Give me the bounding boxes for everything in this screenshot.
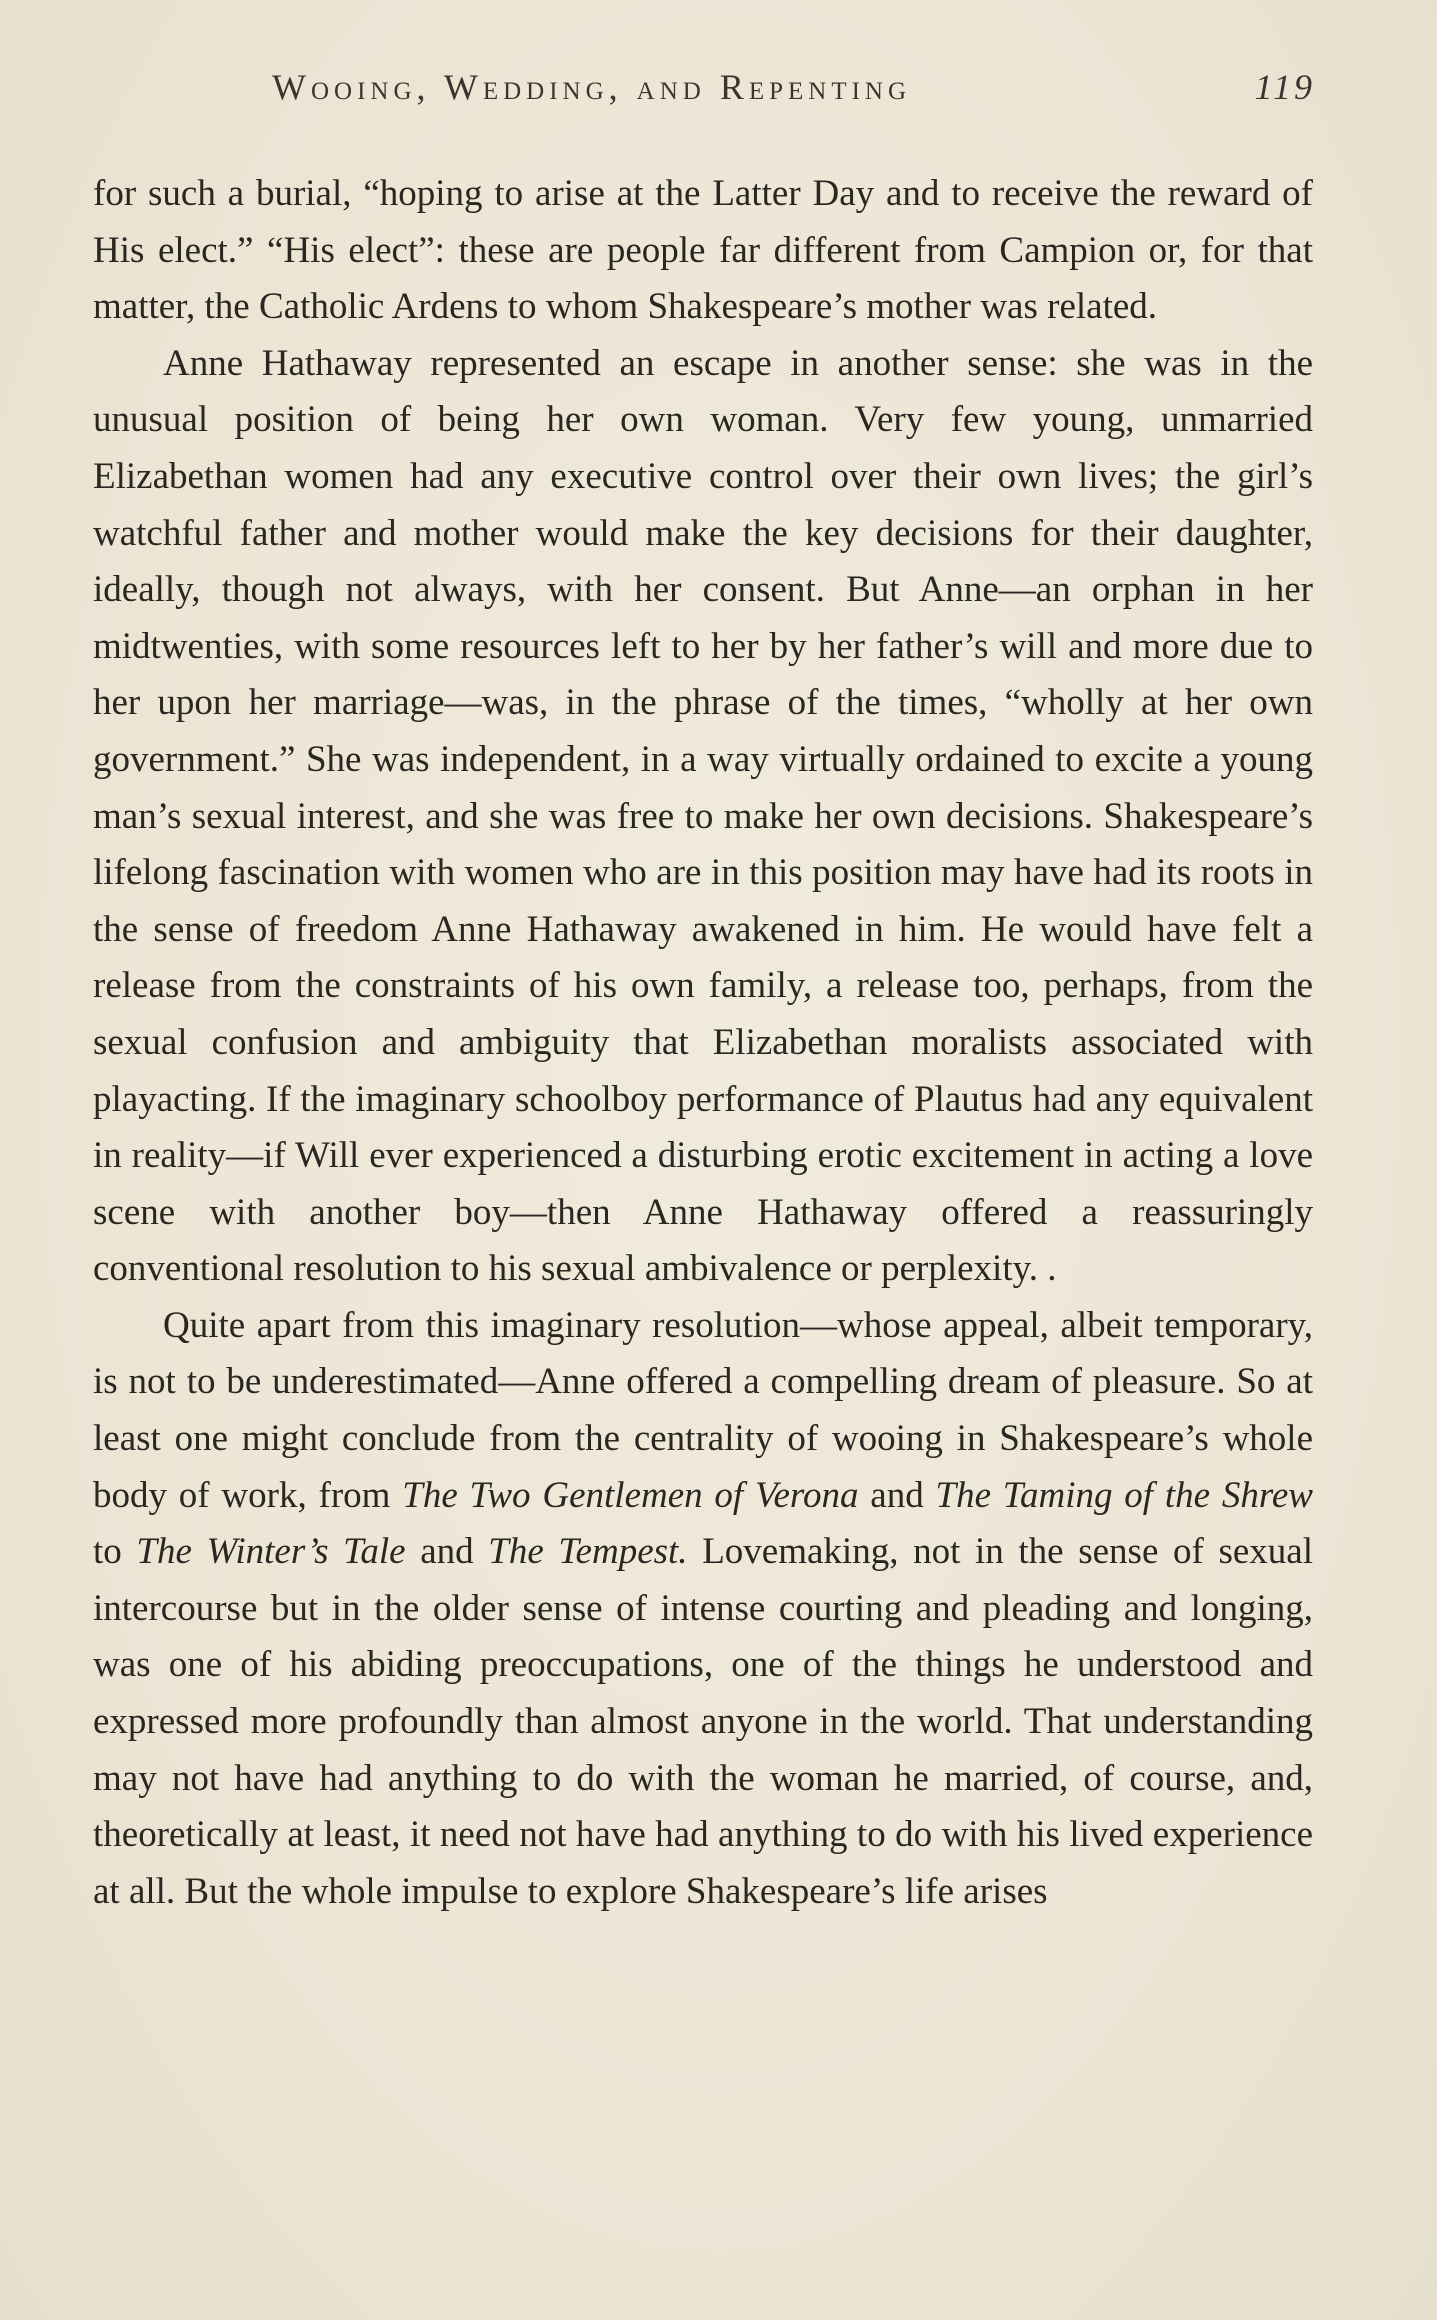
- paragraph-3: [93, 1298, 1313, 1921]
- title-two-gentlemen-of-verona: The Two Gentlemen of Verona: [402, 1474, 859, 1516]
- paragraph-segment: to: [93, 1531, 137, 1573]
- paragraph-segment: and: [858, 1474, 936, 1516]
- page-number: 119: [1254, 67, 1315, 107]
- paragraph-segment: and: [405, 1531, 489, 1573]
- title-the-tempest: The Tempest.: [488, 1531, 688, 1573]
- title-taming-of-the-shrew: The Taming of the Shrew: [935, 1474, 1313, 1516]
- paragraph-segment: Lovemaking, not in the sense of sexual intercourse but in the older sense of intense courting and pleading and longing, was one of his abiding preoccupations, one of the things he understood and expressed more profoundly than almost anyone in the world. That understanding may not have had anything to do with the woman he married, of course, and, theoretically at least, it need not have had anything to do with his lived experience at all. But the whole impulse to explore Shakespeare’s life arises: [93, 1531, 1313, 1912]
- running-head: [272, 62, 1315, 112]
- body-text: [93, 166, 1313, 1920]
- paragraph-2: Anne Hathaway represented an escape in another sense: she was in the unusual position of being her own woman. Very few young, unmarried Elizabethan women had any executive control over their own lives; the girl’s watchful father and mother would make the key decisions for their daughter, ideally, though not always, with her consent. But Anne—an orphan in her midtwenties, with some resources left to her by her father’s will and more due to her upon her marriage—was, in the phrase of the times, “wholly at her own government.” She was independent, in a way virtually ordained to excite a young man’s sexual interest, and she was free to make her own decisions. Shakespeare’s lifelong fascination with women who are in this position may have had its roots in the sense of freedom Anne Hathaway awakened in him. He would have felt a release from the constraints of his own family, a release too, perhaps, from the sexual confusion and ambiguity that Elizabethan moralists associated with playacting. If the imaginary schoolboy performance of Plautus had any equivalent in reality—if Will ever experienced a disturbing erotic excitement in acting a love scene with another boy—then Anne Hathaway offered a reassuringly conventional resolution to his sexual ambivalence or perplexity. .: [93, 342, 1313, 1290]
- title-winters-tale: The Winter’s Tale: [136, 1531, 406, 1573]
- paragraph-1: for such a burial, “hoping to arise at the Latter Day and to receive the reward of His elect.” “His elect”: these are people far different from Campion or, for that matter, the Catholic Ardens to whom Shakespeare’s mother was related.: [93, 173, 1313, 328]
- paragraph-segment: Quite apart from this imaginary resolution—whose appeal, albeit temporary, is not to be underestimated—Anne offered a compelling dream of pleasure. So at least one might conclude from the centrality of wooing in Shakespeare’s whole body of work, from: [93, 1304, 1313, 1516]
- running-title: Wooing, Wedding, and Repenting: [272, 67, 912, 107]
